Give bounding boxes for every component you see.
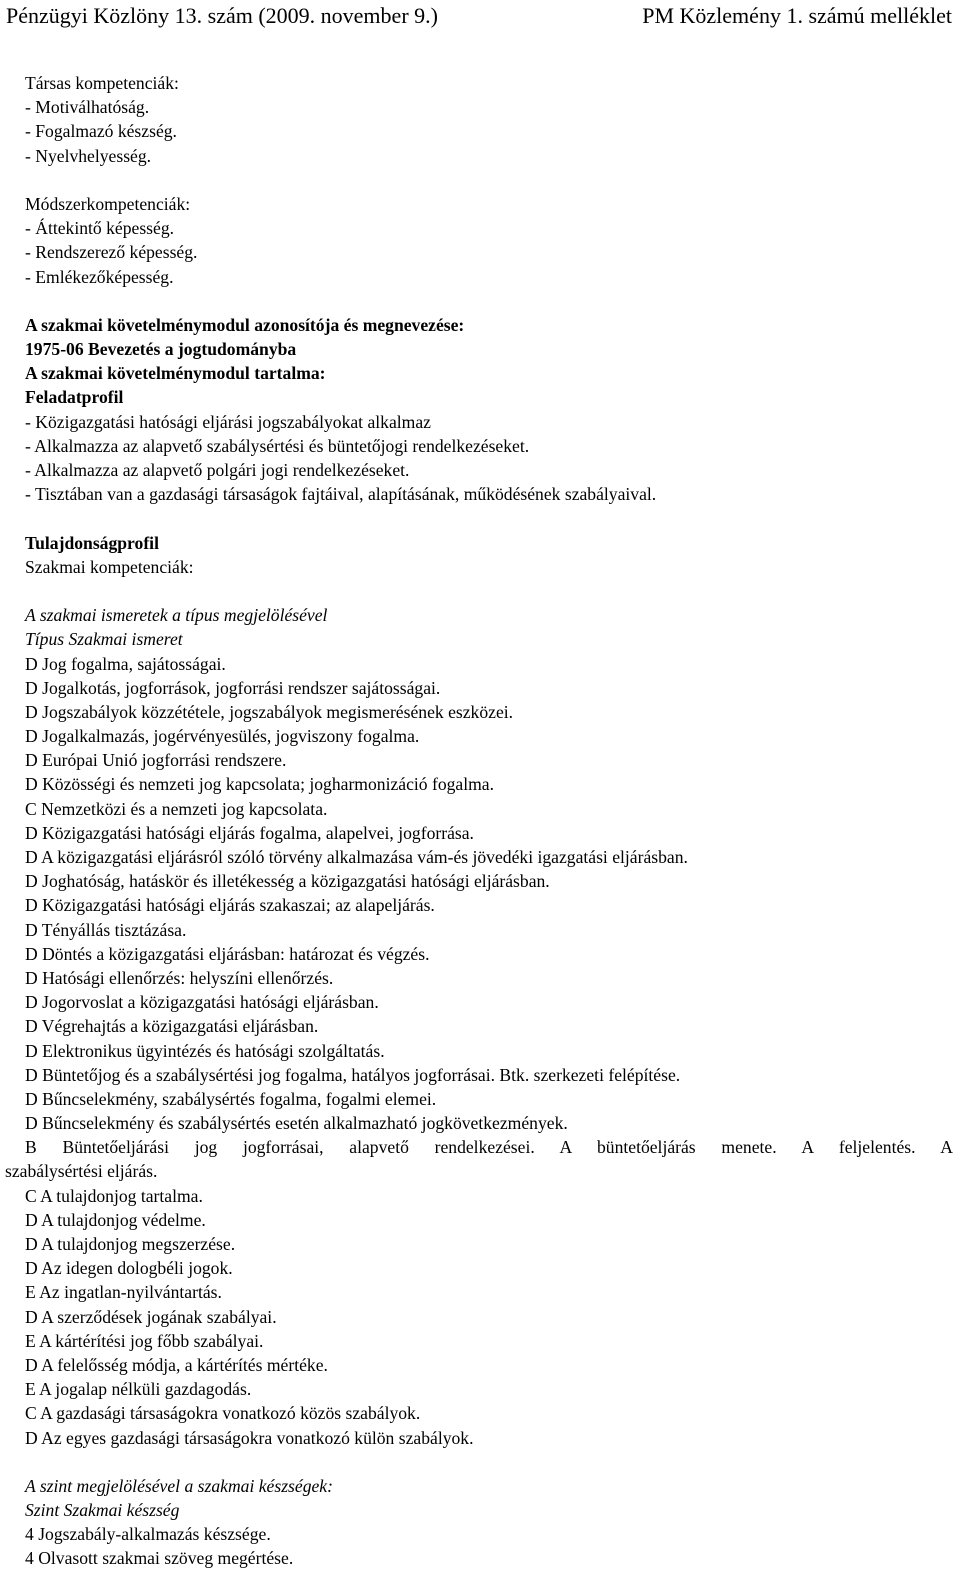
knowledge-item: D Európai Unió jogforrási rendszere. — [25, 750, 287, 771]
knowledge-item: D A közigazgatási eljárásról szóló törvény alkalmazása vám-és jövedéki igazgatási eljárásban. — [25, 847, 688, 867]
knowledge-item: E Az ingatlan-nyilvántartás. — [25, 1282, 222, 1303]
spacer — [25, 1450, 955, 1474]
knowledge-item: D Az egyes gazdasági társaságokra vonatkozó külön szabályok. — [25, 1427, 474, 1448]
method-competencies-title: Módszerkompetenciák: — [25, 193, 191, 214]
list-item: - Motiválhatóság. — [25, 97, 150, 118]
professional-competencies-label: Szakmai kompetenciák: — [25, 556, 194, 577]
knowledge-item-long-continuation: szabálysértési eljárás. — [5, 1161, 158, 1182]
spacer — [25, 506, 955, 530]
list-item: - Nyelvhelyesség. — [25, 145, 152, 166]
module-id-value: 1975-06 Bevezetés a jogtudományba — [25, 339, 297, 360]
page-header — [0, 0, 960, 40]
journal-title: Pénzügyi Közlöny 13. szám (2009. november 9.) — [6, 3, 438, 28]
property-profile-heading: Tulajdonságprofil — [25, 532, 159, 553]
knowledge-item: D Jogorvoslat a közigazgatási hatósági eljárásban. — [25, 992, 379, 1013]
knowledge-item: C Nemzetközi és a nemzeti jog kapcsolata. — [25, 798, 328, 819]
social-competencies-title: Társas kompetenciák: — [25, 73, 179, 93]
knowledge-item: D Jogszabályok közzététele, jogszabályok megismerésének eszközei. — [25, 701, 514, 722]
knowledge-item: C A gazdasági társaságokra vonatkozó közös szabályok. — [25, 1403, 421, 1424]
knowledge-item: D Az idegen dologbéli jogok. — [25, 1258, 233, 1279]
spacer — [25, 289, 955, 313]
knowledge-item: D Közigazgatási hatósági eljárás fogalma, alapelvei, jogforrása. — [25, 822, 474, 843]
knowledge-item: D A szerződések jogának szabályai. — [25, 1306, 277, 1327]
annex-title: PM Közlemény 1. számú melléklet — [642, 3, 952, 28]
knowledge-item: D Jogalkotás, jogforrások, jogforrási rendszer sajátosságai. — [25, 677, 441, 698]
module-content-label: A szakmai követelménymodul tartalma: — [25, 363, 326, 384]
knowledge-item: D Jogalkalmazás, jogérvényesülés, jogviszony fogalma. — [25, 726, 420, 747]
skills-columns: Szint Szakmai készség — [25, 1500, 180, 1521]
knowledge-item: D A tulajdonjog védelme. — [25, 1209, 206, 1230]
list-item: - Emlékezőképesség. — [25, 266, 174, 287]
knowledge-item-long: B Büntetőeljárási jog jogforrásai, alapvető rendelkezései. A büntetőeljárás menete. A feljelentés. A — [25, 1137, 953, 1158]
task-item: - Tisztában van a gazdasági társaságok fajtáival, alapításának, működésének szabályaival. — [25, 484, 657, 505]
knowledge-item: E A jogalap nélküli gazdagodás. — [25, 1379, 252, 1400]
knowledge-item: D Bűncselekmény, szabálysértés fogalma, fogalmi elemei. — [25, 1088, 437, 1109]
knowledge-item: D Büntetőjog és a szabálysértési jog fogalma, hatályos jogforrásai. Btk. szerkezeti felépítése. — [25, 1064, 681, 1085]
skill-item: 4 Jogszabály-alkalmazás készsége. — [25, 1524, 271, 1545]
knowledge-item: D Végrehajtás a közigazgatási eljárásban. — [25, 1016, 319, 1037]
skill-item: 4 Olvasott szakmai szöveg megértése. — [25, 1548, 294, 1569]
knowledge-item: D Döntés a közigazgatási eljárásban: határozat és végzés. — [25, 943, 430, 964]
module-id-label: A szakmai követelménymodul azonosítója és megnevezése: — [25, 314, 465, 335]
knowledge-item: D Közigazgatási hatósági eljárás szakaszai; az alapeljárás. — [25, 895, 435, 916]
knowledge-item: D Joghatóság, hatáskör és illetékesség a közigazgatási hatósági eljárásban. — [25, 871, 550, 892]
knowledge-list — [25, 652, 955, 1136]
knowledge-item: C A tulajdonjog tartalma. — [25, 1185, 203, 1206]
spacer — [25, 579, 955, 603]
knowledge-item: D Jog fogalma, sajátosságai. — [25, 653, 226, 674]
task-item: - Alkalmazza az alapvető szabálysértési és büntetőjogi rendelkezéseket. — [25, 435, 530, 456]
knowledge-item: D Bűncselekmény és szabálysértés esetén alkalmazható jogkövetkezmények. — [25, 1113, 568, 1134]
list-item: - Rendszerező képesség. — [25, 242, 198, 263]
skills-list — [25, 1522, 955, 1570]
knowledge-list-2 — [25, 1184, 955, 1450]
knowledge-item: D Elektronikus ügyintézés és hatósági szolgáltatás. — [25, 1040, 385, 1061]
knowledge-heading: A szakmai ismeretek a típus megjelölésével — [25, 605, 328, 626]
task-item: - Közigazgatási hatósági eljárási jogszabályokat alkalmaz — [25, 411, 431, 432]
task-item: - Alkalmazza az alapvető polgári jogi rendelkezéseket. — [25, 460, 410, 480]
spacer — [25, 168, 955, 192]
knowledge-item: D A felelősség módja, a kártérítés mértéke. — [25, 1354, 328, 1375]
skills-heading: A szint megjelölésével a szakmai készségek: — [25, 1475, 333, 1496]
list-item: - Fogalmazó készség. — [25, 121, 177, 142]
list-item: - Áttekintő képesség. — [25, 218, 175, 239]
knowledge-item: E A kártérítési jog főbb szabályai. — [25, 1330, 264, 1351]
task-profile-heading: Feladatprofil — [25, 387, 124, 408]
knowledge-item: D A tulajdonjog megszerzése. — [25, 1234, 236, 1254]
knowledge-item: D Tényállás tisztázása. — [25, 919, 187, 940]
document-body — [5, 71, 955, 1571]
knowledge-item: D Közösségi és nemzeti jog kapcsolata; jogharmonizáció fogalma. — [25, 774, 495, 795]
knowledge-columns: Típus Szakmai ismeret — [25, 629, 183, 650]
knowledge-item: D Hatósági ellenőrzés: helyszíni ellenőrzés. — [25, 967, 334, 988]
